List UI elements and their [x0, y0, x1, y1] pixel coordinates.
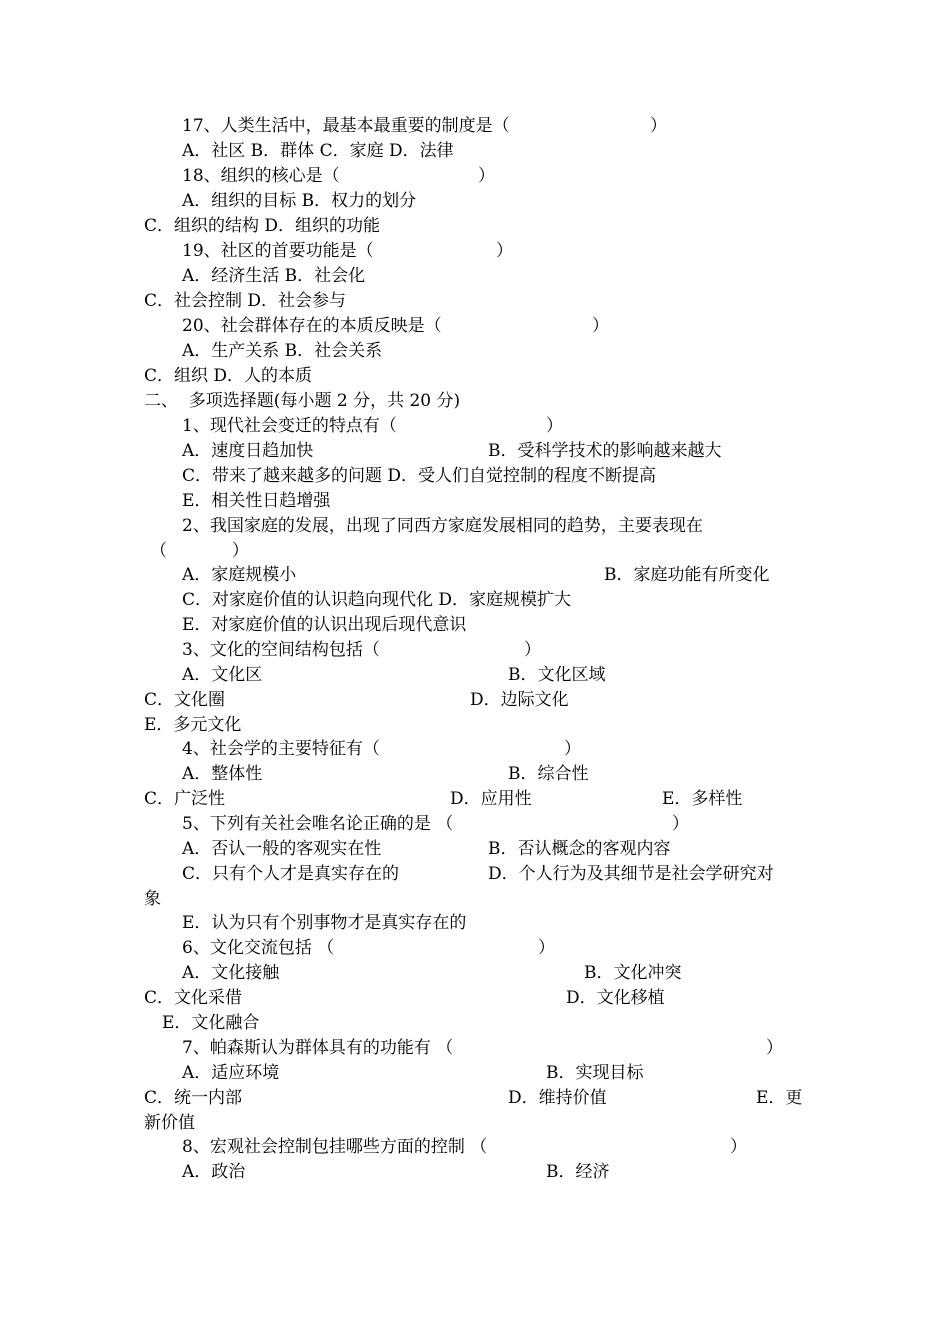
m4-option-a: A．整体性	[182, 764, 263, 784]
m1-stem: 1、现代社会变迁的特点有（	[182, 416, 397, 436]
m7-option-e-cont: 新价值	[144, 1113, 195, 1133]
m5-close: ）	[672, 814, 689, 834]
m3-close: ）	[524, 640, 541, 660]
m2-paren: （ ）	[150, 541, 249, 561]
m3-option-c: C．文化圈	[144, 690, 226, 710]
m6-option-a: A．文化接触	[182, 963, 280, 983]
m4-option-d: D．应用性	[450, 789, 532, 809]
m6-close: ）	[538, 938, 555, 958]
m8-option-b: B．经济	[546, 1162, 610, 1182]
m5-option-b: B．否认概念的客观内容	[488, 839, 671, 859]
q18-options-ab: A．组织的目标 B．权力的划分	[182, 191, 417, 211]
m5-stem: 5、下列有关社会唯名论正确的是 （	[182, 814, 454, 834]
m1-option-b: B．受科学技术的影响越来越大	[488, 441, 722, 461]
m1-option-e: E．相关性日趋增强	[182, 491, 331, 511]
q19-options-cd: C．社会控制 D．社会参与	[144, 291, 347, 311]
m5-option-c: C．只有个人才是真实存在的	[182, 864, 400, 884]
m6-option-d: D．文化移植	[566, 988, 665, 1008]
m4-option-c: C．广泛性	[144, 789, 226, 809]
m4-close: ）	[564, 739, 581, 759]
q19-close: ）	[496, 241, 513, 261]
m3-stem: 3、文化的空间结构包括（	[182, 640, 380, 660]
m5-option-d: D．个人行为及其细节是社会学研究对	[488, 864, 774, 884]
m7-close: ）	[766, 1038, 783, 1058]
m5-option-d-cont: 象	[144, 889, 161, 909]
m4-stem: 4、社会学的主要特征有（	[182, 739, 380, 759]
m7-option-b: B．实现目标	[546, 1063, 644, 1083]
m4-option-b: B．综合性	[508, 764, 589, 784]
q19-options-ab: A．经济生活 B．社会化	[182, 266, 366, 286]
q17-close: ）	[650, 116, 667, 136]
m5-option-a: A．否认一般的客观实在性	[182, 839, 382, 859]
q20-options-ab: A．生产关系 B．社会关系	[182, 341, 383, 361]
m2-option-e: E．对家庭价值的认识出现后现代意识	[182, 615, 467, 635]
m2-stem: 2、我国家庭的发展，出现了同西方家庭发展相同的趋势，主要表现在	[182, 516, 703, 536]
m3-option-d: D．边际文化	[470, 690, 569, 710]
m2-options-cd: C．对家庭价值的认识趋向现代化 D．家庭规模扩大	[182, 590, 572, 610]
m7-stem: 7、帕森斯认为群体具有的功能有 （	[182, 1038, 454, 1058]
m1-options-cd: C．带来了越来越多的问题 D．受人们自觉控制的程度不断提高	[182, 466, 657, 486]
m6-option-c: C．文化采借	[144, 988, 243, 1008]
m2-option-b: B．家庭功能有所变化	[604, 565, 770, 585]
m7-option-d: D．维持价值	[508, 1088, 607, 1108]
m8-close: ）	[730, 1137, 747, 1157]
m7-option-e: E．更	[756, 1088, 803, 1108]
q18-options-cd: C．组织的结构 D．组织的功能	[144, 216, 381, 236]
q17-options: A．社区 B．群体 C．家庭 D．法律	[182, 141, 454, 161]
m4-option-e: E．多样性	[662, 789, 743, 809]
m1-close: ）	[546, 416, 563, 436]
m8-option-a: A．政治	[182, 1162, 246, 1182]
q20-options-cd: C．组织 D．人的本质	[144, 366, 313, 386]
m1-option-a: A．速度日趋加快	[182, 441, 314, 461]
section2-heading: 二、 多项选择题(每小题 2 分，共 20 分)	[144, 391, 461, 411]
m7-option-a: A．适应环境	[182, 1063, 280, 1083]
q18-stem: 18、组织的核心是（	[182, 166, 340, 186]
m2-option-a: A．家庭规模小	[182, 565, 297, 585]
q19-stem: 19、社区的首要功能是（	[182, 241, 374, 261]
m3-option-a: A．文化区	[182, 665, 263, 685]
q17-stem: 17、人类生活中，最基本最重要的制度是（	[182, 116, 510, 136]
m6-stem: 6、文化交流包括 （	[182, 938, 335, 958]
m6-option-b: B．文化冲突	[584, 963, 682, 983]
q18-close: ）	[478, 166, 495, 186]
m7-option-c: C．统一内部	[144, 1088, 243, 1108]
m8-stem: 8、宏观社会控制包挂哪些方面的控制 （	[182, 1137, 488, 1157]
m6-option-e: E．文化融合	[162, 1013, 260, 1033]
m3-option-e: E．多元文化	[144, 715, 242, 735]
q20-stem: 20、社会群体存在的本质反映是（	[182, 316, 442, 336]
m3-option-b: B．文化区域	[508, 665, 606, 685]
q20-close: ）	[592, 316, 609, 336]
m5-option-e: E．认为只有个别事物才是真实存在的	[182, 913, 467, 933]
